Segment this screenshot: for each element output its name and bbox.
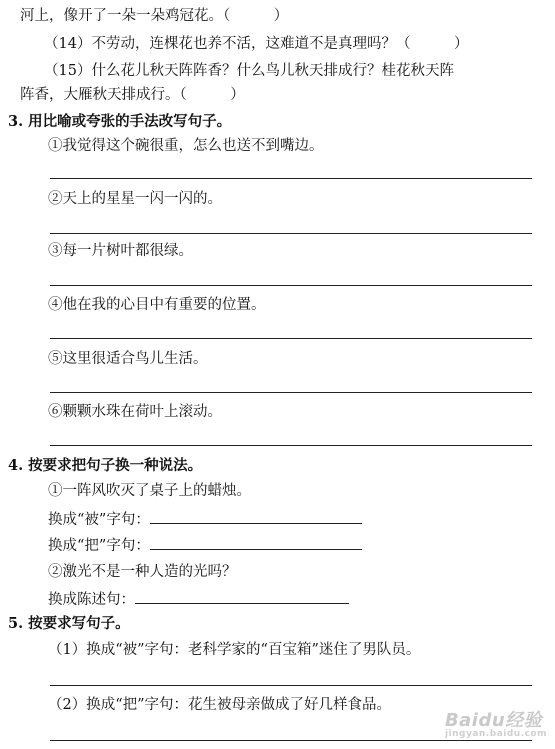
sec3-item-6: ⑥颗颗水珠在荷叶上滚动。	[48, 404, 222, 420]
answer-line[interactable]	[50, 685, 532, 686]
sec3-item-3: ③每一片树叶都很绿。	[48, 243, 193, 259]
answer-line[interactable]	[50, 233, 532, 234]
section-5-title: 5. 按要求写句子。	[8, 615, 130, 632]
chenshu-label: 换成陈述句：	[48, 592, 135, 608]
sec4-item-2: ②激光不是一种人造的光吗？	[48, 564, 237, 580]
sec3-item-4: ④他在我的心目中有重要的位置。	[48, 297, 266, 313]
sec5-item-2: （2）换成“把”字句：花生被母亲做成了好几样食品。	[48, 697, 392, 713]
baidu-watermark-logo	[445, 706, 547, 739]
watermark-text: Baidu经验	[444, 710, 543, 731]
q14-text: （14）不劳动，连棵花也养不活，这难道不是真理吗？（ ）	[44, 36, 469, 52]
section-4-title: 4. 按要求把句子换一种说法。	[8, 457, 203, 474]
answer-line[interactable]	[50, 178, 532, 179]
sec5-item-1: （1）换成“被”字句：老科学家的“百宝箱”迷住了男队员。	[48, 642, 421, 658]
sec3-item-2: ②天上的星星一闪一闪的。	[48, 191, 222, 207]
answer-line[interactable]	[50, 338, 532, 339]
ba-conversion-row	[48, 535, 362, 556]
bei-conversion-row	[48, 509, 362, 530]
chenshu-conversion-row	[48, 589, 349, 610]
answer-blank[interactable]	[135, 589, 349, 604]
answer-line[interactable]	[50, 740, 532, 741]
answer-line[interactable]	[50, 285, 532, 286]
q15-line1: （15）什么花儿秋天阵阵香？什么鸟儿秋天排成行？桂花秋天阵	[44, 63, 454, 79]
answer-blank[interactable]	[150, 535, 362, 550]
watermark-sub: jingyan.baidu.com	[444, 729, 547, 739]
q13-tail-text: 河上，像开了一朵一朵鸡冠花。（ ）	[20, 8, 289, 24]
section-3-title: 3. 用比喻或夸张的手法改写句子。	[8, 113, 232, 130]
bei-label: 换成“被”字句：	[48, 512, 150, 528]
answer-line[interactable]	[50, 445, 532, 446]
sec3-item-5: ⑤这里很适合鸟儿生活。	[48, 351, 208, 367]
ba-label: 换成“把”字句：	[48, 538, 150, 554]
sec4-item-1: ①一阵风吹灭了桌子上的蜡烛。	[48, 483, 251, 499]
answer-blank[interactable]	[150, 509, 362, 524]
answer-line[interactable]	[50, 392, 532, 393]
q15-line2: 阵香，大雁秋天排成行。（ ）	[20, 87, 245, 103]
sec3-item-1: ①我觉得这个碗很重，怎么也送不到嘴边。	[48, 138, 324, 154]
